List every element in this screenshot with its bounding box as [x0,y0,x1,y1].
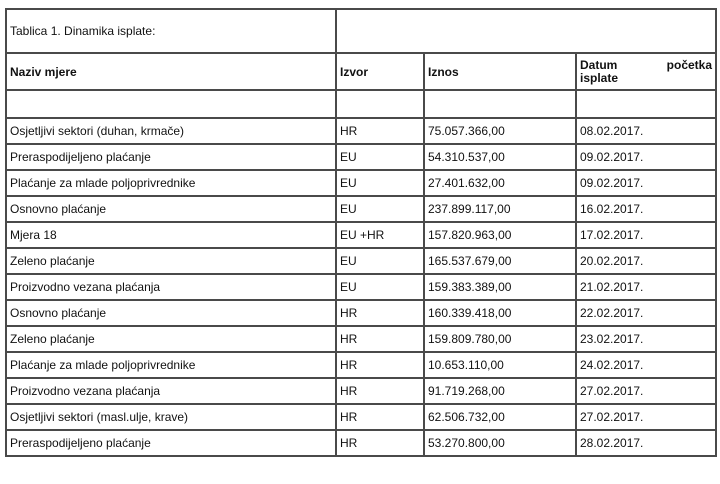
cell-source: HR [336,430,424,456]
table-row [6,378,716,404]
table-row [6,300,716,326]
header-source: Izvor [336,53,424,90]
cell-date: 22.02.2017. [576,300,716,326]
table-row [6,326,716,352]
payout-schedule-table [5,8,717,457]
table-row [6,352,716,378]
cell-measure: Preraspodijeljeno plaćanje [6,430,336,456]
table-row [6,248,716,274]
cell-date: 21.02.2017. [576,274,716,300]
cell-amount: 75.057.366,00 [424,118,576,144]
cell-amount: 62.506.732,00 [424,404,576,430]
cell-date: 17.02.2017. [576,222,716,248]
cell-source: HR [336,404,424,430]
cell-amount: 159.383.389,00 [424,274,576,300]
cell-source: EU [336,274,424,300]
caption-empty-cell [336,9,716,53]
table-row [6,430,716,456]
cell-amount: 27.401.632,00 [424,170,576,196]
header-row [6,53,716,90]
cell-source: HR [336,300,424,326]
cell-date: 09.02.2017. [576,170,716,196]
cell-measure: Osnovno plaćanje [6,196,336,222]
table-row [6,118,716,144]
cell-amount: 165.537.679,00 [424,248,576,274]
header-measure: Naziv mjere [6,53,336,90]
caption-row [6,9,716,53]
cell-date: 27.02.2017. [576,404,716,430]
empty-cell [336,90,424,118]
header-date-word1: Datum [580,57,618,72]
cell-measure: Plaćanje za mlade poljoprivrednike [6,352,336,378]
cell-measure: Plaćanje za mlade poljoprivrednike [6,170,336,196]
cell-amount: 237.899.117,00 [424,196,576,222]
cell-measure: Zeleno plaćanje [6,248,336,274]
cell-amount: 91.719.268,00 [424,378,576,404]
header-date [576,53,716,90]
empty-cell [424,90,576,118]
empty-cell [6,90,336,118]
cell-date: 27.02.2017. [576,378,716,404]
cell-measure: Preraspodijeljeno plaćanje [6,144,336,170]
cell-amount: 159.809.780,00 [424,326,576,352]
table-row [6,222,716,248]
cell-measure: Proizvodno vezana plaćanja [6,274,336,300]
cell-source: HR [336,378,424,404]
table-row [6,404,716,430]
table-row [6,274,716,300]
cell-measure: Zeleno plaćanje [6,326,336,352]
cell-date: 23.02.2017. [576,326,716,352]
cell-amount: 160.339.418,00 [424,300,576,326]
cell-measure: Proizvodno vezana plaćanja [6,378,336,404]
table-caption: Tablica 1. Dinamika isplate: [6,9,336,53]
cell-measure: Osnovno plaćanje [6,300,336,326]
cell-date: 24.02.2017. [576,352,716,378]
cell-source: EU [336,170,424,196]
empty-row [6,90,716,118]
cell-amount: 53.270.800,00 [424,430,576,456]
table-row [6,170,716,196]
cell-measure: Osjetljivi sektori (duhan, krmače) [6,118,336,144]
header-date-word2: početka [666,57,713,72]
cell-source: HR [336,118,424,144]
cell-source: EU +HR [336,222,424,248]
header-amount: Iznos [424,53,576,90]
table-row [6,196,716,222]
cell-source: EU [336,248,424,274]
cell-source: HR [336,326,424,352]
table-body [6,9,716,456]
cell-source: EU [336,196,424,222]
cell-date: 20.02.2017. [576,248,716,274]
cell-date: 09.02.2017. [576,144,716,170]
cell-measure: Mjera 18 [6,222,336,248]
cell-measure: Osjetljivi sektori (masl.ulje, krave) [6,404,336,430]
cell-amount: 157.820.963,00 [424,222,576,248]
cell-date: 28.02.2017. [576,430,716,456]
cell-source: EU [336,144,424,170]
cell-date: 16.02.2017. [576,196,716,222]
cell-date: 08.02.2017. [576,118,716,144]
empty-cell [576,90,716,118]
table-row [6,144,716,170]
cell-amount: 10.653.110,00 [424,352,576,378]
cell-amount: 54.310.537,00 [424,144,576,170]
cell-source: HR [336,352,424,378]
header-date-word3: isplate [580,70,619,85]
